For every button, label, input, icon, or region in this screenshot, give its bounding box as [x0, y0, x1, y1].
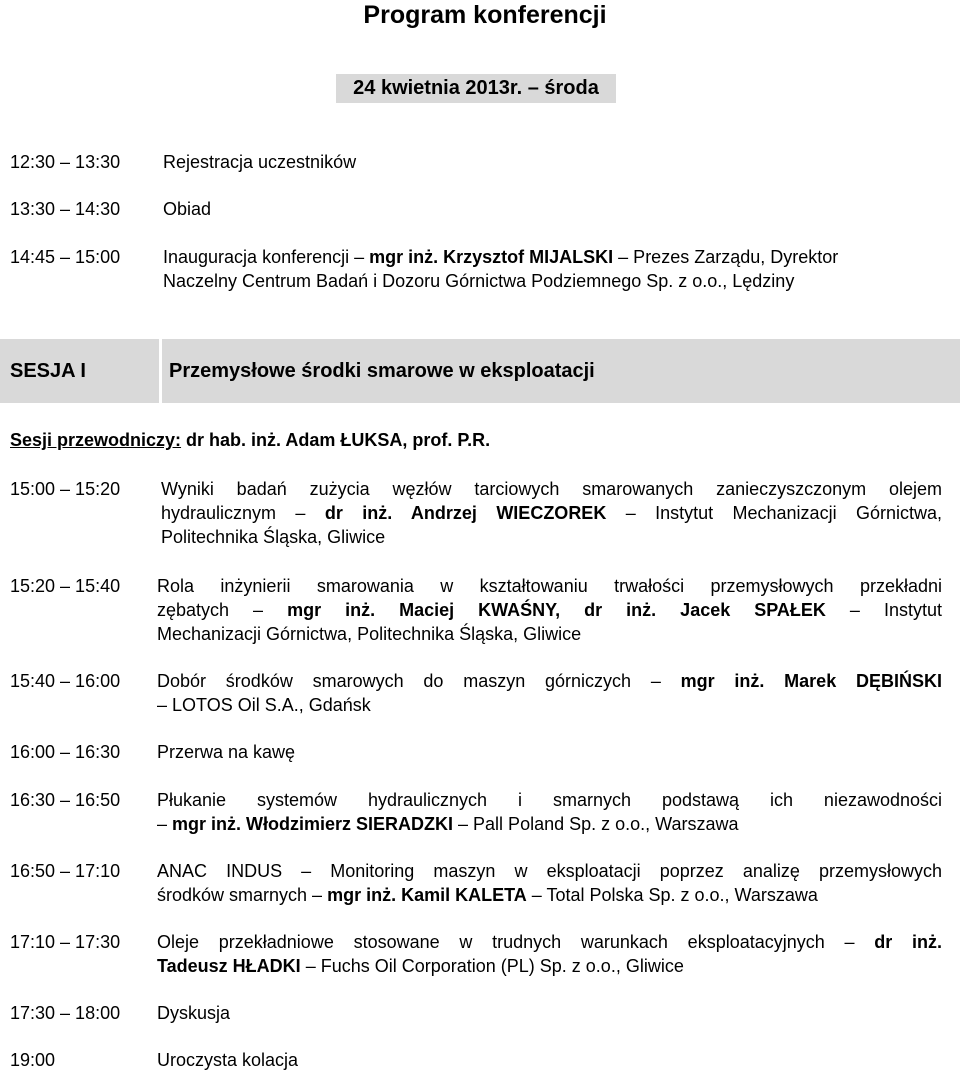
affiliation: – LOTOS Oil S.A., Gdańsk: [157, 695, 371, 715]
affiliation: – Instytut: [825, 600, 942, 620]
schedule-item: [157, 930, 942, 978]
speaker-name: Tadeusz HŁADKI: [157, 956, 301, 976]
item-text: środków smarnych –: [157, 885, 328, 905]
schedule-item: Obiad: [163, 199, 212, 219]
schedule-item: [161, 477, 942, 549]
affiliation: – Instytut Mechanizacji Górnictwa,: [606, 503, 942, 523]
session-label: SESJA I: [0, 339, 159, 403]
item-text: Naczelny Centrum Badań i Dozoru Górnictwa Podziemnego Sp. z o.o., Lędziny: [163, 271, 795, 291]
schedule-item: [157, 574, 942, 646]
schedule-time: 16:50 – 17:10: [10, 861, 121, 881]
speaker-name: dr inż.: [874, 932, 942, 952]
schedule-item: [163, 245, 953, 293]
speaker-name: dr inż. Andrzej WIECZOREK: [324, 503, 607, 523]
speaker-name: mgr inż. Marek DĘBIŃSKI: [680, 671, 942, 691]
item-text: zębatych –: [157, 600, 288, 620]
chairs-name: dr hab. inż. Adam ŁUKSA, prof. P.R.: [181, 430, 491, 450]
schedule-time: 16:00 – 16:30: [10, 742, 121, 762]
page-title: Program konferencji: [363, 1, 607, 29]
session-title: Przemysłowe środki smarowe w eksploatacji: [162, 339, 960, 403]
item-text: hydraulicznym –: [161, 503, 325, 523]
item-text: – Prezes Zarządu, Dyrektor: [613, 247, 839, 267]
schedule-item: Przerwa na kawę: [157, 742, 296, 762]
schedule-time: 15:20 – 15:40: [10, 576, 121, 596]
schedule-item: [157, 788, 942, 836]
session-bar: [0, 339, 960, 403]
speaker-name: mgr inż. Włodzimierz SIERADZKI: [172, 814, 454, 834]
session-chairs: [10, 428, 490, 452]
affiliation: – Pall Poland Sp. z o.o., Warszawa: [453, 814, 739, 834]
affiliation: – Total Polska Sp. z o.o., Warszawa: [526, 885, 818, 905]
affiliation: Mechanizacji Górnictwa, Politechnika Śląska, Gliwice: [157, 624, 582, 644]
schedule-item: [157, 669, 942, 717]
item-text: ANAC INDUS – Monitoring maszyn w eksploatacji poprzez analizę przemysłowych: [157, 861, 942, 881]
schedule-item: [157, 859, 942, 907]
item-text: Oleje przekładniowe stosowane w trudnych warunkach eksploatacyjnych –: [157, 932, 875, 952]
date-banner: 24 kwietnia 2013r. – środa: [336, 74, 616, 103]
schedule-time: 15:00 – 15:20: [10, 479, 121, 499]
schedule-item: Dyskusja: [157, 1003, 231, 1023]
speaker-name: mgr inż. Maciej KWAŚNY, dr inż. Jacek SPAŁEK: [287, 600, 826, 620]
schedule-time: 17:30 – 18:00: [10, 1003, 121, 1023]
schedule-item: Uroczysta kolacja: [157, 1050, 299, 1070]
item-text: Inauguracja konferencji –: [163, 247, 370, 267]
affiliation: Politechnika Śląska, Gliwice: [161, 527, 386, 547]
speaker-name: mgr inż. Krzysztof MIJALSKI: [369, 247, 614, 267]
schedule-time: 15:40 – 16:00: [10, 671, 121, 691]
affiliation: – Fuchs Oil Corporation (PL) Sp. z o.o., Gliwice: [300, 956, 684, 976]
item-text: Płukanie systemów hydraulicznych i smarnych podstawą ich niezawodności: [157, 790, 942, 810]
schedule-time: 14:45 – 15:00: [10, 247, 121, 267]
schedule-item: Rejestracja uczestników: [163, 152, 357, 172]
item-text: –: [157, 814, 173, 834]
schedule-time: 17:10 – 17:30: [10, 932, 121, 952]
schedule-time: 16:30 – 16:50: [10, 790, 121, 810]
schedule-time: 12:30 – 13:30: [10, 152, 121, 172]
item-text: Rola inżynierii smarowania w kształtowaniu trwałości przemysłowych przekładni: [157, 576, 942, 596]
schedule-time: 19:00: [10, 1050, 56, 1070]
chairs-label: Sesji przewodniczy:: [10, 430, 182, 450]
schedule-time: 13:30 – 14:30: [10, 199, 121, 219]
speaker-name: mgr inż. Kamil KALETA: [327, 885, 527, 905]
item-text: Dobór środków smarowych do maszyn górniczych –: [157, 671, 681, 691]
item-text: Wyniki badań zużycia węzłów tarciowych smarowanych zanieczyszczonym olejem: [161, 479, 942, 499]
